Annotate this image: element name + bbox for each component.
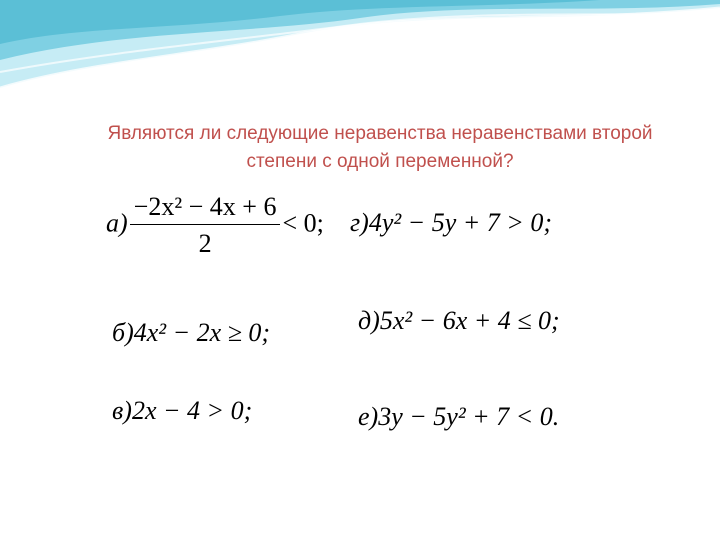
inequality-f-expression: 3y − 5y² + 7 < 0.	[378, 402, 560, 431]
inequality-a	[106, 192, 324, 259]
title-line-1: Являются ли следующие неравенства неравенствами второй	[107, 123, 653, 144]
inequality-e	[358, 306, 560, 336]
title-line-2: степени с одной переменной?	[246, 151, 514, 172]
inequality-c-expression: 2x − 4 > 0;	[131, 396, 253, 425]
inequality-a-numerator: −2x² − 4x + 6	[130, 192, 281, 225]
inequality-f-label: е)	[358, 402, 379, 431]
inequality-f	[358, 402, 559, 432]
inequality-b-expression: 4x² − 2x ≥ 0;	[133, 318, 271, 347]
inequality-c-label: в)	[112, 396, 132, 425]
inequality-d-label: г)	[350, 208, 369, 237]
inequality-e-expression: 5x² − 6x + 4 ≤ 0;	[379, 306, 560, 335]
inequality-a-relation: < 0;	[282, 208, 324, 238]
inequality-b-label: б)	[112, 318, 134, 347]
inequality-e-label: д)	[358, 306, 380, 335]
slide-title	[100, 120, 660, 176]
inequality-d	[350, 208, 552, 238]
inequality-a-label: а)	[106, 208, 128, 238]
inequality-a-denominator: 2	[198, 229, 212, 258]
header-wave-decoration	[0, 0, 720, 90]
inequality-d-expression: 4y² − 5y + 7 > 0;	[368, 208, 552, 237]
inequality-c	[112, 396, 252, 426]
inequality-a-fraction	[130, 192, 281, 259]
inequality-b	[112, 318, 270, 348]
